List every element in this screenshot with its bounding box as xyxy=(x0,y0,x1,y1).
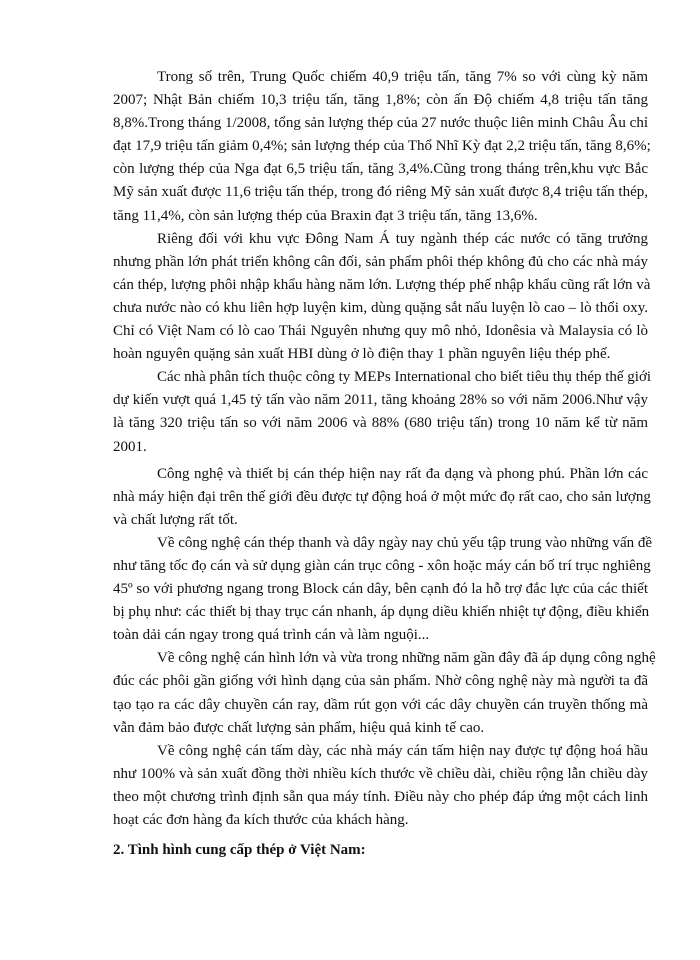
text-line: đúc các phôi gần giống với hình dạng của sản phẩm. Nhờ công nghệ này mà người ta đã xyxy=(113,673,648,690)
text-line: nhà máy hiện đại trên thế giới đều được tự động hoá ở một mức đọ rất cao, cho sản lượng xyxy=(113,488,651,505)
text-line: theo một chương trình định sẵn qua máy tính. Điều này cho phép đáp ứng một cách linh xyxy=(113,788,648,805)
text-line: và chất lượng rất tốt. xyxy=(113,511,238,528)
text-line: toàn dải cán ngay trong quá trình cán và làm nguội... xyxy=(113,627,430,644)
text-line: Các nhà phân tích thuộc công ty MEPs International cho biết tiêu thụ thép thế giới xyxy=(157,369,652,386)
paragraph-plate-rolling xyxy=(113,740,648,832)
text-line: bị phụ như: các thiết bị thay trục cán nhanh, áp dụng diều khiển nhiệt tự động, điều khiển xyxy=(113,604,650,621)
paragraph-section-rolling xyxy=(113,647,656,739)
text-line: Về công nghệ cán hình lớn và vừa trong những năm gần đây đã áp dụng công nghệ xyxy=(157,650,656,667)
text-line: nhưng phần lớn phát triển không cân đối, sản phẩm phôi thép không đủ cho các nhà máy xyxy=(113,253,648,270)
text-line: 8,8%.Trong tháng 1/2008, tổng sản lượng thép của 27 nước thuộc liên minh Châu Âu chỉ xyxy=(113,115,648,132)
text-line: còn lượng thép của Nga đạt 6,5 triệu tấn, tăng 3,4%.Cũng trong tháng trên,khu vực Bắc xyxy=(113,161,648,178)
text-line: cán thép, lượng phôi nhập khẩu hàng năm lớn. Lượng thép phế nhập khẩu cũng rất lớn và xyxy=(113,276,651,293)
paragraph-southeast-asia xyxy=(113,228,651,367)
text-line: như tăng tốc đọ cán và sử dụng giàn cán trục công - xôn hoặc máy cán bố trí trục nghiêng xyxy=(113,557,651,574)
text-line: đạt 17,9 triệu tấn giảm 0,4%; sản lượng thép của Thổ Nhĩ Kỳ đạt 2,2 triệu tấn, tăng 8,6%; xyxy=(113,138,651,155)
text-line: tạo tạo ra các dây chuyền cán ray, dầm rút gọn với các dây chuyền cán truyền thống mà xyxy=(113,696,648,713)
text-line: tăng 11,4%, còn sản lượng thép của Braxin đạt 3 triệu tấn, tăng 13,6%. xyxy=(113,207,538,224)
text-line: Mỹ sản xuất được 11,6 triệu tấn thép, trong đó riêng Mỹ sản xuất được 8,4 triệu tấn thép, xyxy=(113,184,648,201)
paragraph-world-steel-output xyxy=(113,66,651,228)
text-line: Riêng đối với khu vực Đông Nam Á tuy ngành thép các nước có tăng trưởng xyxy=(157,230,648,247)
text-line: 2007; Nhật Bản chiếm 10,3 triệu tấn, tăng 1,8%; còn ấn Độ chiếm 4,8 triệu tấn tăng xyxy=(113,92,648,109)
text-line: 45º so với phương ngang trong Block cán dây, bên cạnh đó la hỗ trợ đắc lực của các thiết xyxy=(113,581,648,598)
text-line: Công nghệ và thiết bị cán thép hiện nay rất đa dạng và phong phú. Phần lớn các xyxy=(157,465,648,482)
text-line: Chỉ có Việt Nam có lò cao Thái Nguyên nhưng quy mô nhỏ, Idonêsia và Malaysia có lò xyxy=(113,323,648,340)
paragraph-bar-wire-rolling xyxy=(113,532,653,647)
text-line: hoạt các đơn hàng đa kích thước của khách hàng. xyxy=(113,812,409,828)
text-line: như 100% và sản xuất đồng thời nhiều kích thước về chiều dài, chiều rộng lẫn chiều dày xyxy=(113,765,648,782)
text-line: hoàn nguyên quặng sản xuất HBI dùng ở lò điện thay 1 phần nguyên liệu thép phế. xyxy=(113,346,611,363)
document-body xyxy=(113,66,656,862)
section-heading: 2. Tình hình cung cấp thép ở Việt Nam: xyxy=(113,842,366,859)
text-line: vẫn đảm bảo được chất lượng sản phẩm, hiệu quả kinh tế cao. xyxy=(113,719,485,736)
text-line: là tăng 320 triệu tấn so với năm 2006 và 88% (680 triệu tấn) trong 10 năm kể từ năm xyxy=(113,415,648,432)
paragraph-rolling-technology xyxy=(113,463,651,532)
paragraph-consumption-forecast xyxy=(113,366,652,458)
text-line: 2001. xyxy=(113,438,147,455)
text-line: chưa nước nào có khu liên hợp luyện kim, dùng quặng sắt nấu luyện lò cao – lò thổi oxy. xyxy=(113,299,648,316)
text-line: Về công nghệ cán thép thanh và dây ngày nay chủ yếu tập trung vào những vấn đề xyxy=(157,534,653,551)
text-line: Về công nghệ cán tấm dày, các nhà máy cán tấm hiện nay được tự động hoá hầu xyxy=(157,742,648,759)
text-line: dự kiến vượt quá 1,45 tỷ tấn vào năm 2011, tăng khoảng 28% so với năm 2006.Như vậy xyxy=(113,392,648,409)
text-line: Trong số trên, Trung Quốc chiếm 40,9 triệu tấn, tăng 7% so với cùng kỳ năm xyxy=(157,69,648,85)
